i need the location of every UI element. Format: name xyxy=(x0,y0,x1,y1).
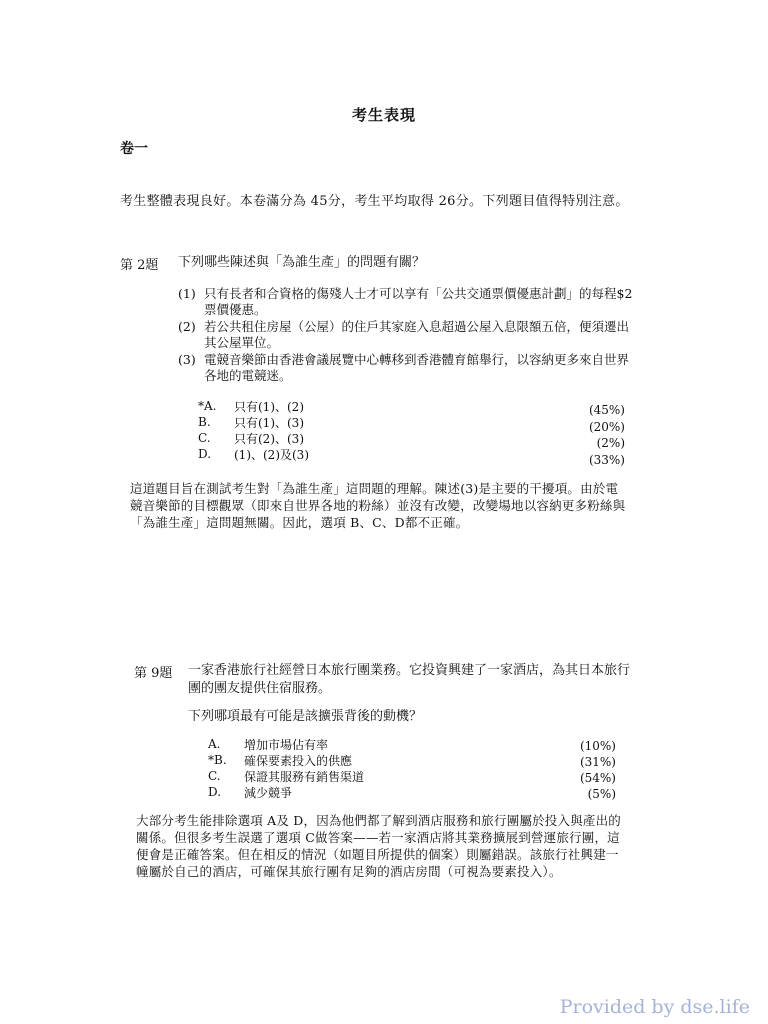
option-text: 只有(1)、(2) xyxy=(234,399,304,414)
section-label: 卷一 xyxy=(120,141,148,157)
statement-number: (3) xyxy=(178,352,196,367)
statement-item xyxy=(178,352,640,384)
option-text: 確保要素投入的供應 xyxy=(244,753,353,768)
statement-text: 若公共租住房屋（公屋）的住戶其家庭入息超過公屋入息限額五倍，便須遷出其公屋單位。 xyxy=(204,319,630,350)
option-key: D. xyxy=(208,785,222,799)
statement-item xyxy=(178,319,640,351)
explanation-paragraph: 大部分考生能排除選項 A及 D，因為他們都了解到酒店服務和旅行團屬於投入與產出的關係。但很多考生誤選了選項 C做答案——若一家酒店將其業務擴展到營運旅行團，這便會是正確答案。但在相反的情況（如題目所提供的個案）則屬錯誤。該旅行社興建一幢屬於自己的酒店，可確保其旅行團有足夠的酒店房間（可視為要素投入）。 xyxy=(136,813,621,879)
provided-by-watermark[interactable]: Provided by dse.life xyxy=(559,996,750,1018)
answer-option xyxy=(208,768,468,784)
option-text: 減少競爭 xyxy=(244,785,293,800)
option-text: (1)、(2)及(3) xyxy=(234,447,309,462)
option-key: D. xyxy=(198,447,212,461)
question-text: 下列哪些陳述與「為誰生產」的問題有關？ xyxy=(178,255,426,270)
intro-paragraph: 考生整體表現良好。本卷滿分為 45分，考生平均取得 26分。下列題目值得特別注意。 xyxy=(120,194,629,209)
statement-number: (2) xyxy=(178,319,196,334)
answer-option xyxy=(208,736,468,752)
option-percentage: (45%) xyxy=(588,403,625,417)
option-key: C. xyxy=(208,769,221,783)
answer-option xyxy=(208,752,468,768)
option-percentage: (5%) xyxy=(587,787,616,801)
option-text: 只有(2)、(3) xyxy=(234,431,304,446)
answer-option xyxy=(198,398,398,414)
option-key: *A. xyxy=(198,399,217,413)
option-text: 增加市場佔有率 xyxy=(244,737,329,752)
option-percentage: (54%) xyxy=(579,771,616,785)
option-key: *B. xyxy=(208,753,227,767)
question-number: 第 2題 xyxy=(120,258,159,273)
sub-question-text: 下列哪項最有可能是該擴張背後的動機？ xyxy=(188,709,423,724)
question-text: 一家香港旅行社經營日本旅行團業務。它投資興建了一家酒店，為其日本旅行團的團友提供住宿服務。 xyxy=(188,663,631,696)
explanation-paragraph: 這道題目旨在測試考生對「為誰生產」這問題的理解。陳述(3)是主要的干擾項。由於電競音樂節的目標觀眾（即來自世界各地的粉絲）並沒有改變，改變場地以容納更多粉絲與「為誰生產」這問題無關。因此，選項 B、C、D都不正確。 xyxy=(130,481,626,530)
option-percentage: (2%) xyxy=(596,436,625,450)
option-key: B. xyxy=(198,415,211,429)
option-percentage: (20%) xyxy=(588,420,625,434)
statement-text: 電競音樂節由香港會議展覽中心轉移到香港體育館舉行，以容納更多來自世界各地的電競迷。 xyxy=(204,352,630,383)
option-text: 只有(1)、(3) xyxy=(234,415,304,430)
answer-option xyxy=(198,430,398,446)
option-key: C. xyxy=(198,431,211,445)
option-text: 保證其服務有銷售渠道 xyxy=(244,769,365,784)
question-number: 第 9題 xyxy=(134,666,173,681)
statement-item xyxy=(178,286,640,318)
page-title: 考生表現 xyxy=(351,106,416,124)
answer-option xyxy=(208,784,468,800)
statement-number: (1) xyxy=(178,286,196,301)
statement-text: 只有長者和合資格的傷殘人士才可以享有「公共交通票價優惠計劃」的每程$2票價優惠。 xyxy=(204,286,633,317)
answer-option xyxy=(198,446,398,462)
option-percentage: (31%) xyxy=(579,755,616,769)
option-key: A. xyxy=(208,737,221,751)
option-percentage: (33%) xyxy=(588,453,625,467)
answer-option xyxy=(198,414,398,430)
option-percentage: (10%) xyxy=(579,739,616,753)
